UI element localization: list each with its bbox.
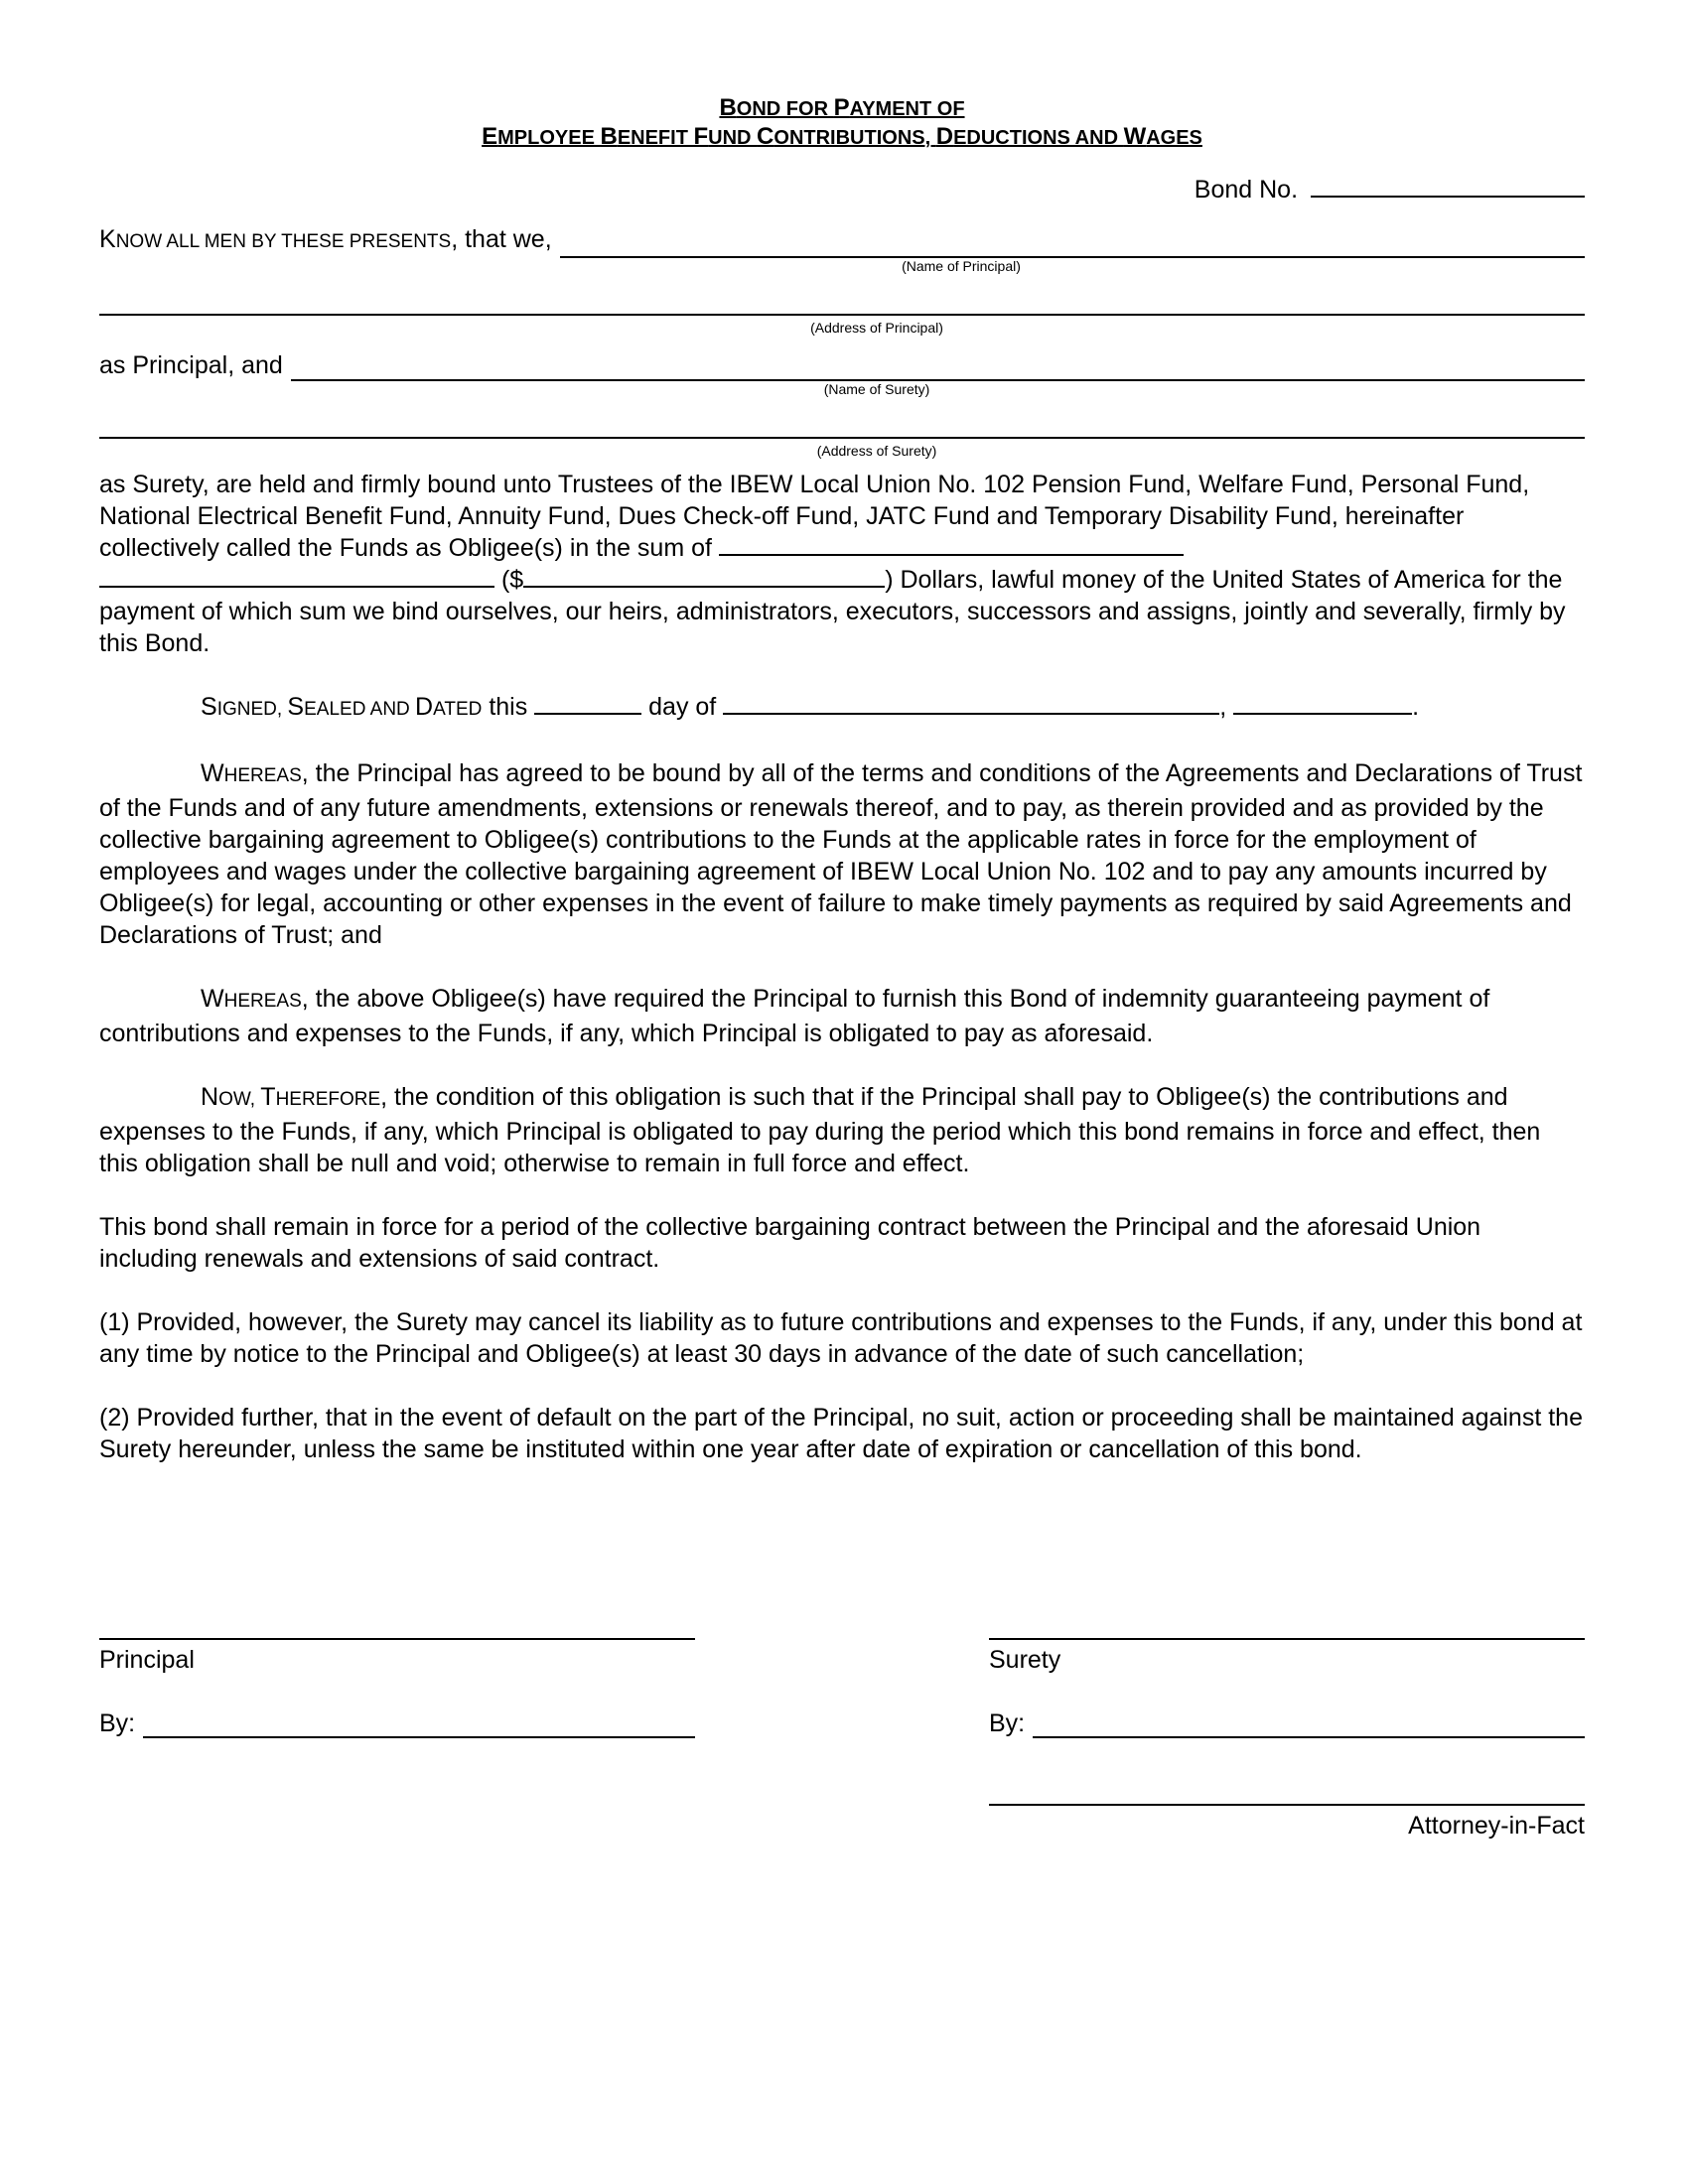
signed-sealed-dated-line: SIGNED, SEALED AND DATED this day of , .	[201, 693, 1420, 721]
provided-clause-1: (1) Provided, however, the Surety may cancel its liability as to future contributions and expenses to the Funds, if any, under this bond at any time by notice to the Principal and Obligee(s) at least 30 days in advance of the date of such cancellation;	[99, 1308, 1583, 1368]
surety-by-field[interactable]	[1033, 1714, 1585, 1738]
bond-number-row	[99, 174, 1585, 205]
surety-name-row	[99, 349, 1585, 381]
bond-no-field[interactable]	[1311, 174, 1585, 198]
surety-signature-column	[989, 1636, 1585, 1842]
document-title	[99, 94, 1585, 152]
principal-by-field[interactable]	[143, 1714, 695, 1738]
caption-name-principal: (Name of Principal)	[902, 258, 1021, 274]
surety-signature-line[interactable]	[989, 1636, 1585, 1640]
surety-by-label: By:	[989, 1709, 1026, 1737]
caption-address-surety: (Address of Surety)	[816, 443, 937, 459]
remain-in-force-paragraph: This bond shall remain in force for a period of the collective bargaining contract between the Principal and the aforesaid Union including renewals and extensions of said contract.	[99, 1213, 1481, 1273]
bond-document	[99, 94, 1585, 1465]
whereas-paragraph-2: WHEREAS, the above Obligee(s) have required the Principal to furnish this Bond of indemnity guaranteeing payment of contributions and expenses to the Funds, if any, which Principal is obligated to pay as aforesaid.	[99, 985, 1490, 1047]
sum-words-field-2[interactable]	[99, 564, 494, 588]
principal-by-row	[99, 1709, 695, 1738]
caption-name-surety: (Name of Surety)	[823, 381, 930, 397]
principal-label: Principal	[99, 1646, 195, 1674]
year-field[interactable]	[1233, 691, 1412, 715]
surety-by-row	[989, 1709, 1585, 1738]
principal-address-field[interactable]	[99, 312, 1585, 316]
principal-name-row	[99, 223, 1585, 258]
now-therefore-paragraph: NOW, THEREFORE, the condition of this obligation is such that if the Principal shall pay to Obligee(s) the contributions and expenses to the Funds, if any, which Principal is obligated to pay during the period which this bond remains in force and effect, then this obligation shall be null and void; otherwise to remain in full force and effect.	[99, 1083, 1541, 1177]
title-line-1: BOND FOR PAYMENT OF	[719, 94, 965, 121]
bond-no-label: Bond No.	[1194, 176, 1299, 204]
whereas-paragraph-1: WHEREAS, the Principal has agreed to be bound by all of the terms and conditions of the Agreements and Declarations of Trust of the Funds and of any future amendments, extensions or renewals thereof, and to pay, as therein provided and as provided by the collective bargaining agreement to Obligee(s) contributions to the Funds at the applicable rates in force for the employment of employees and wages under the collective bargaining agreement of IBEW Local Union No. 102 and to pay any amounts incurred by Obligee(s) for legal, accounting or other expenses in the event of failure to make timely payments as required by said Agreements and Declarations of Trust; and	[99, 759, 1583, 949]
day-field[interactable]	[534, 691, 641, 715]
provided-clause-2: (2) Provided further, that in the event of default on the part of the Principal, no suit, action or proceeding shall be maintained against the Surety hereunder, unless the same be instituted within one year after date of expiration or cancellation of this bond.	[99, 1404, 1583, 1463]
surety-label: Surety	[989, 1646, 1061, 1674]
know-all-text: KNOW ALL MEN BY THESE PRESENTS, that we,	[99, 225, 552, 253]
as-principal-text: as Principal, and	[99, 351, 283, 379]
attorney-in-fact-line[interactable]	[989, 1802, 1585, 1806]
signature-block	[99, 1636, 1585, 1842]
principal-signature-column	[99, 1636, 695, 1842]
principal-signature-line[interactable]	[99, 1636, 695, 1640]
surety-address-field[interactable]	[99, 435, 1585, 439]
sum-words-field-1[interactable]	[719, 532, 1184, 556]
principal-by-label: By:	[99, 1709, 136, 1737]
sum-amount-field[interactable]	[523, 564, 885, 588]
title-line-2: EMPLOYEE BENEFIT FUND CONTRIBUTIONS, DEDUCTIONS AND WAGES	[482, 123, 1202, 150]
surety-name-field[interactable]	[291, 357, 1585, 381]
surety-paragraph: as Surety, are held and firmly bound unto Trustees of the IBEW Local Union No. 102 Pension Fund, Welfare Fund, Personal Fund, National Electrical Benefit Fund, Annuity Fund, Dues Check-off Fund, JATC Fund and Temporary Disability Fund, hereinafter collectively called the Funds as Obligee(s) in the sum of ($ ) Dollars, lawful money of the United States of America for the payment of which sum we bind ourselves, our heirs, administrators, executors, successors and assigns, jointly and severally, firmly by this Bond.	[99, 471, 1566, 657]
attorney-in-fact-label: Attorney-in-Fact	[1408, 1812, 1585, 1840]
principal-name-field[interactable]	[560, 234, 1585, 258]
month-field[interactable]	[723, 691, 1219, 715]
caption-address-principal: (Address of Principal)	[810, 320, 943, 336]
